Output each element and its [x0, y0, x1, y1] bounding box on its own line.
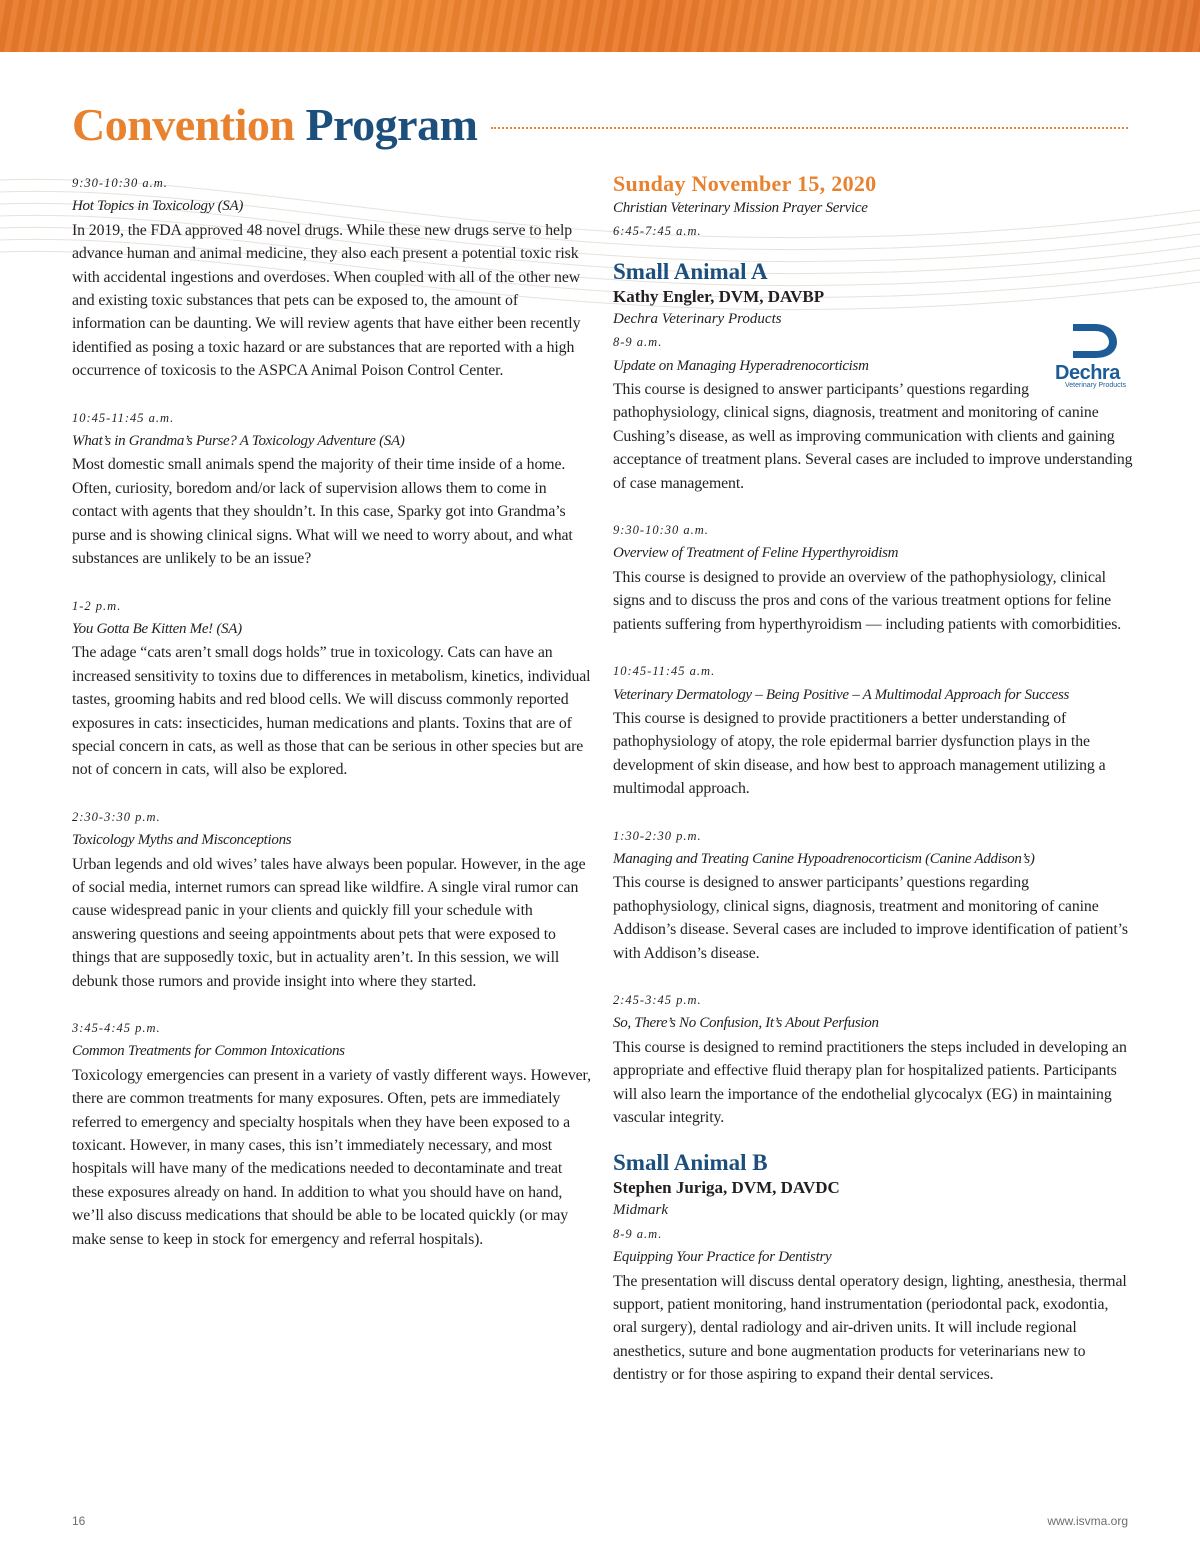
- session-title: So, There’s No Confusion, It’s About Perfusion: [613, 1015, 879, 1032]
- session: [613, 519, 1133, 636]
- session-time: 10:45-11:45 a.m.: [72, 410, 175, 425]
- website-link[interactable]: www.isvma.org: [1047, 1514, 1128, 1528]
- session-time: 8-9 a.m.: [613, 1226, 663, 1241]
- session-title: Update on Managing Hyperadrenocorticism: [613, 357, 869, 374]
- logo-tagline: Veterinary Products: [1065, 382, 1127, 389]
- session-time: 9:30-10:30 a.m.: [613, 523, 709, 538]
- session-title: Veterinary Dermatology – Being Positive – A Multimodal Approach for Success: [613, 686, 1070, 703]
- session: [613, 660, 1133, 800]
- session-description: Toxicology emergencies can present in a variety of vastly different ways. However, there are common treatments for many exposures. Often, pets are immediately referred to emergency and specialty hospitals when they have been exposed to a toxicant. However, in many cases, this isn’t immediately necessary, and most hospitals will have many of the medications needed to decontaminate and treat these exposures already on hand. In addition to what you should have on hand, we’ll also discuss medications that should be able to be located quickly (or may make sense to keep in stock for emergency and referral hospitals).: [72, 1066, 591, 1248]
- session-title: Christian Veterinary Mission Prayer Service: [613, 200, 868, 216]
- session-description: This course is designed to answer participants’ questions regarding pathophysiology, clinical signs, diagnosis, treatment and monitoring of canine Cushing’s disease, as well as improving communication with clients and gaining acceptance of treatment plans. Several cases are included to improve understanding of case management.: [613, 381, 1133, 492]
- left-column: [72, 172, 592, 1275]
- session-time: 6:45-7:45 a.m.: [613, 224, 702, 239]
- session-description: In 2019, the FDA approved 48 novel drugs. While these new drugs serve to help advance human and animal medicine, they also each present a potential toxic risk with accidental ingestions and overdoses. When coupled with all of the other new and existing toxic substances that pets can be exposed to, the amount of information can be daunting. We will review agents that have either been recently identified as posing a toxic hazard or are substances that are reported with a high occurrence of toxicosis to the ASPCA Animal Poison Control Center.: [72, 221, 581, 380]
- session-description: The presentation will discuss dental operatory design, lighting, anesthesia, thermal support, patient monitoring, hand instrumentation (periodontal pack, exodontia, oral surgery), dental radiology and air-driven units. It will include regional anesthetics, suture and bone augmentation products for veterinarians new to dentistry or for those aspiring to expand their dental services.: [613, 1272, 1127, 1384]
- session: [72, 595, 592, 782]
- session-description: This course is designed to provide practitioners a better understanding of pathophysiology of atopy, the role epidermal barrier dysfunction plays in the development of skin disease, and how best to approach management utilizing a multimodal approach.: [613, 709, 1106, 798]
- session: [613, 825, 1133, 965]
- speaker-name: Stephen Juriga, DVM, DAVDC: [613, 1178, 840, 1198]
- session-time: 9:30-10:30 a.m.: [72, 176, 168, 190]
- page-title-row: [72, 94, 1128, 154]
- session-time: 1:30-2:30 p.m.: [613, 828, 702, 843]
- dechra-logo: [1055, 320, 1130, 390]
- session-time: 3:45-4:45 p.m.: [72, 1021, 161, 1035]
- session-description: Urban legends and old wives’ tales have always been popular. However, in the age of social media, internet rumors can spread like wildfire. A single viral rumor can cause widespread panic in your clients and quickly fill your schedule with answering questions and seeing appointments about pets that were exposed to things that are supposedly toxic, but in actuality aren’t. In this session, we will debunk those rumors and provide insight into where they started.: [72, 855, 586, 990]
- session-time: 8-9 a.m.: [613, 335, 663, 350]
- session-title: Equipping Your Practice for Dentistry: [613, 1249, 832, 1266]
- track-heading-small-animal-a: Small Animal A: [613, 258, 768, 284]
- session-title: Managing and Treating Canine Hypoadrenocorticism (Canine Addison’s): [613, 850, 1035, 867]
- session-description: Most domestic small animals spend the majority of their time inside of a home. Often, curiosity, boredom and/or lack of supervision allows them to come in contact with agents that they shouldn’t. In this case, Sparky got into Grandma’s purse and is showing clinical signs. What will we need to worry about, and what substances are unlikely to be an issue?: [72, 456, 573, 568]
- session-title: Overview of Treatment of Feline Hyperthyroidism: [613, 545, 899, 562]
- title-dotted-rule: [491, 127, 1128, 129]
- session: [613, 989, 1133, 1129]
- session-description: This course is designed to remind practitioners the steps included in developing an appropriate and effective fluid therapy plan for hospitalized patients. Participants will also learn the importance of the endothelial glycocalyx (EG) in maintaining vascular integrity.: [613, 1038, 1127, 1126]
- page-title: [72, 98, 477, 151]
- speaker-name: Kathy Engler, DVM, DAVBP: [613, 286, 825, 306]
- session-time: 10:45-11:45 a.m.: [613, 664, 716, 679]
- session-title: Toxicology Myths and Misconceptions: [72, 832, 292, 849]
- session-time: 2:45-3:45 p.m.: [613, 992, 702, 1007]
- session-title: You Gotta Be Kitten Me! (SA): [72, 620, 242, 637]
- session-title: What’s in Grandma’s Purse? A Toxicology Adventure (SA): [72, 433, 405, 450]
- session: [72, 806, 592, 993]
- logo-name: Dechra: [1055, 362, 1120, 384]
- session: [72, 1017, 592, 1251]
- speaker-company: Dechra Veterinary Products: [613, 310, 782, 327]
- session-description: This course is designed to answer participants’ questions regarding pathophysiology, clinical signs, diagnosis, treatment and monitoring of canine Addison’s disease. Several cases are included to improve identification of patient’s with Addison’s disease.: [613, 874, 1128, 962]
- session-title: Common Treatments for Common Intoxications: [72, 1043, 345, 1060]
- session-description: The adage “cats aren’t small dogs holds” true in toxicology. Cats can have an increased sensitivity to toxins due to differences in metabolism, kinetics, individual tastes, grooming habits and red blood cells. We will discuss commonly reported exposures in cats: insecticides, human medications and plants. Toxins that are of special concern in cats, as well as those that can be serious in other species but are not of concern in cats, will also be explored.: [72, 644, 591, 779]
- session-time: 1-2 p.m.: [72, 598, 122, 613]
- page-number: 16: [72, 1514, 86, 1528]
- title-word-program: Program: [305, 98, 478, 150]
- session: [72, 407, 592, 571]
- header-band: [0, 0, 1200, 52]
- title-word-convention: Convention: [72, 98, 295, 150]
- session-description: This course is designed to provide an overview of the pathophysiology, clinical signs and to discuss the pros and cons of the various treatment options for feline patients suffering from hyperthyroidism — including patients with comorbidities.: [613, 568, 1122, 633]
- session-title: Hot Topics in Toxicology (SA): [72, 198, 244, 215]
- session: [72, 172, 592, 383]
- prayer-service: [613, 197, 1133, 244]
- dechra-mark-icon: [1055, 320, 1130, 364]
- session: [613, 1223, 1133, 1387]
- track-heading-small-animal-b: Small Animal B: [613, 1150, 768, 1176]
- speaker-company: Midmark: [613, 1202, 668, 1219]
- session-time: 2:30-3:30 p.m.: [72, 809, 161, 824]
- day-heading: Sunday November 15, 2020: [613, 171, 877, 196]
